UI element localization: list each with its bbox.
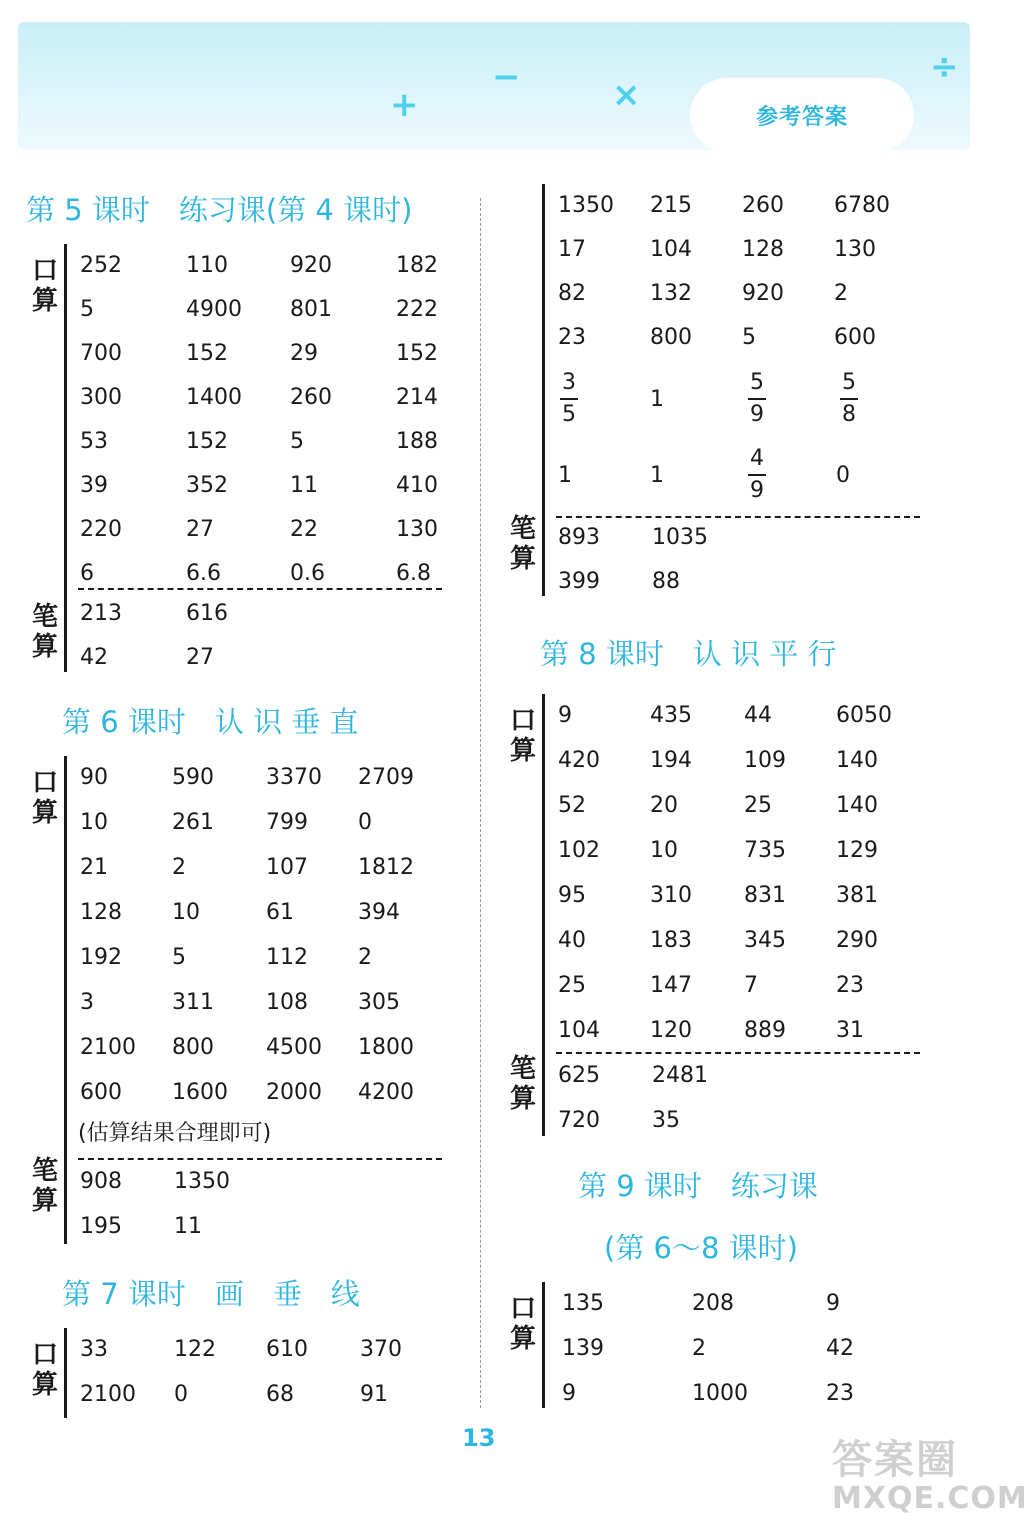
grid-cell: 53 — [80, 429, 108, 454]
grid-cell: 140 — [836, 748, 878, 773]
lesson8-written-label: 笔 算 — [509, 1054, 536, 1114]
grid-cell: 5 — [172, 945, 186, 970]
grid-cell: 195 — [80, 1214, 122, 1239]
grid-cell: 4200 — [358, 1080, 414, 1105]
grid-cell: 2 — [692, 1336, 706, 1361]
grid-cell: 31 — [836, 1018, 864, 1043]
lesson8-vline — [542, 694, 545, 1136]
grid-cell: 735 — [744, 838, 786, 863]
grid-cell: 208 — [692, 1291, 734, 1316]
grid-cell: 27 — [186, 645, 214, 670]
lesson7-cont-block — [506, 184, 926, 596]
grid-cell: 893 — [558, 525, 600, 550]
fraction-3-5 — [560, 370, 578, 428]
lesson5-block — [28, 244, 448, 672]
grid-cell: 394 — [358, 900, 400, 925]
grid-cell: 61 — [266, 900, 294, 925]
grid-cell: 20 — [650, 793, 678, 818]
lesson9-title: 第 9 课时 练习课 — [578, 1169, 818, 1203]
grid-cell: 831 — [744, 883, 786, 908]
grid-cell: 1 — [650, 387, 664, 412]
grid-cell: 435 — [650, 703, 692, 728]
grid-cell: 10 — [172, 900, 200, 925]
grid-cell: 800 — [650, 325, 692, 350]
grid-cell: 920 — [290, 253, 332, 278]
grid-cell: 600 — [80, 1080, 122, 1105]
grid-cell: 152 — [396, 341, 438, 366]
grid-cell: 88 — [652, 569, 680, 594]
grid-cell: 152 — [186, 429, 228, 454]
grid-cell: 420 — [558, 748, 600, 773]
grid-cell: 3370 — [266, 765, 322, 790]
grid-cell: 194 — [650, 748, 692, 773]
grid-cell: 590 — [172, 765, 214, 790]
grid-cell: 152 — [186, 341, 228, 366]
grid-cell: 4900 — [186, 297, 242, 322]
grid-cell: 311 — [172, 990, 214, 1015]
lesson9-vline — [542, 1282, 545, 1408]
lesson9-oral-label: 口 算 — [509, 1294, 536, 1354]
lesson6-written-label: 笔 算 — [31, 1156, 58, 1216]
header-banner — [18, 22, 970, 150]
fraction-bar — [840, 398, 858, 400]
grid-cell: 40 — [558, 928, 586, 953]
grid-cell: 220 — [80, 517, 122, 542]
grid-cell: 920 — [742, 281, 784, 306]
grid-cell: 625 — [558, 1063, 600, 1088]
grid-cell: 616 — [186, 601, 228, 626]
grid-cell: 6.6 — [186, 561, 221, 586]
grid-cell: 25 — [744, 793, 772, 818]
lesson7-vline — [64, 1328, 67, 1418]
grid-cell: 5 — [742, 325, 756, 350]
grid-cell: 908 — [80, 1169, 122, 1194]
grid-cell: 109 — [744, 748, 786, 773]
grid-cell: 801 — [290, 297, 332, 322]
grid-cell: 214 — [396, 385, 438, 410]
grid-cell: 82 — [558, 281, 586, 306]
grid-cell: 108 — [266, 990, 308, 1015]
grid-cell: 192 — [80, 945, 122, 970]
grid-cell: 42 — [80, 645, 108, 670]
grid-cell: 1400 — [186, 385, 242, 410]
fraction-numerator: 4 — [750, 446, 764, 471]
grid-cell: 261 — [172, 810, 214, 835]
grid-cell: 1800 — [358, 1035, 414, 1060]
grid-cell: 345 — [744, 928, 786, 953]
lesson7-cont-vline — [542, 184, 545, 596]
lesson8-block — [506, 694, 926, 1136]
grid-cell: 110 — [186, 253, 228, 278]
grid-cell: 381 — [836, 883, 878, 908]
lesson5-written-label: 笔 算 — [31, 602, 58, 662]
grid-cell: 130 — [834, 237, 876, 262]
grid-cell: 6780 — [834, 193, 890, 218]
grid-cell: 139 — [562, 1336, 604, 1361]
grid-cell: 128 — [742, 237, 784, 262]
grid-cell: 1812 — [358, 855, 414, 880]
grid-cell: 5 — [80, 297, 94, 322]
grid-cell: 2 — [358, 945, 372, 970]
grid-cell: 11 — [174, 1214, 202, 1239]
lesson7-title: 第 7 课时 画 垂 线 — [62, 1277, 360, 1311]
grid-cell: 9 — [826, 1291, 840, 1316]
fraction-denominator: 8 — [842, 402, 856, 427]
grid-cell: 2 — [172, 855, 186, 880]
answer-badge — [690, 78, 914, 152]
grid-cell: 2000 — [266, 1080, 322, 1105]
grid-cell: 39 — [80, 473, 108, 498]
grid-cell: 213 — [80, 601, 122, 626]
grid-cell: 5 — [290, 429, 304, 454]
grid-cell: 1 — [650, 463, 664, 488]
grid-cell: 1600 — [172, 1080, 228, 1105]
grid-cell: 0.6 — [290, 561, 325, 586]
grid-cell: 1350 — [558, 193, 614, 218]
grid-cell: 129 — [836, 838, 878, 863]
watermark-line1: 答案圈 — [832, 1437, 958, 1483]
grid-cell: 799 — [266, 810, 308, 835]
grid-cell: 140 — [836, 793, 878, 818]
fraction-bar — [748, 398, 766, 400]
grid-cell: 0 — [174, 1382, 188, 1407]
minus-icon: − — [492, 57, 521, 97]
grid-cell: 370 — [360, 1337, 402, 1362]
times-icon: × — [612, 75, 641, 115]
grid-cell: 10 — [80, 810, 108, 835]
grid-cell: 720 — [558, 1108, 600, 1133]
grid-cell: 95 — [558, 883, 586, 908]
lesson6-oral-label: 口 算 — [31, 768, 58, 828]
grid-cell: 130 — [396, 517, 438, 542]
grid-cell: 300 — [80, 385, 122, 410]
fraction-denominator: 5 — [562, 402, 576, 427]
grid-cell: 107 — [266, 855, 308, 880]
fraction-numerator: 5 — [750, 370, 764, 395]
grid-cell: 11 — [290, 473, 318, 498]
grid-cell: 44 — [744, 703, 772, 728]
grid-cell: 10 — [650, 838, 678, 863]
grid-cell: 128 — [80, 900, 122, 925]
fraction-bar — [748, 474, 766, 476]
lesson7-oral-label: 口 算 — [31, 1340, 58, 1400]
grid-cell: 290 — [836, 928, 878, 953]
plus-icon: + — [390, 85, 419, 125]
lesson6-dash — [78, 1158, 442, 1160]
grid-cell: 6 — [80, 561, 94, 586]
lesson5-oral-label: 口 算 — [31, 256, 58, 316]
fraction-4-9 — [748, 446, 766, 504]
grid-cell: 0 — [358, 810, 372, 835]
grid-cell: 260 — [290, 385, 332, 410]
watermark — [832, 1437, 1028, 1516]
grid-cell: 600 — [834, 325, 876, 350]
grid-cell: 2100 — [80, 1035, 136, 1060]
answer-badge-text: 参考答案 — [755, 104, 848, 130]
grid-cell: 252 — [80, 253, 122, 278]
grid-cell: 310 — [650, 883, 692, 908]
lesson6-note: (估算结果合理即可) — [78, 1121, 272, 1146]
lesson5-dash — [78, 588, 442, 590]
grid-cell: 42 — [826, 1336, 854, 1361]
grid-cell: 182 — [396, 253, 438, 278]
lesson8-dash — [556, 1052, 920, 1054]
lesson9-subtitle: (第 6～8 课时) — [604, 1231, 798, 1265]
fraction-numerator: 3 — [562, 370, 576, 395]
grid-cell: 2481 — [652, 1063, 708, 1088]
lesson6-title: 第 6 课时 认 识 垂 直 — [62, 705, 359, 739]
grid-cell: 122 — [174, 1337, 216, 1362]
grid-cell: 23 — [826, 1381, 854, 1406]
grid-cell: 800 — [172, 1035, 214, 1060]
lesson5-vline — [64, 244, 67, 672]
grid-cell: 410 — [396, 473, 438, 498]
grid-cell: 1000 — [692, 1381, 748, 1406]
grid-cell: 9 — [562, 1381, 576, 1406]
grid-cell: 305 — [358, 990, 400, 1015]
grid-cell: 132 — [650, 281, 692, 306]
lesson7-cont-dash — [556, 516, 920, 518]
grid-cell: 120 — [650, 1018, 692, 1043]
fraction-denominator: 9 — [750, 402, 764, 427]
grid-cell: 23 — [558, 325, 586, 350]
grid-cell: 90 — [80, 765, 108, 790]
divide-icon: ÷ — [930, 47, 959, 87]
grid-cell: 1035 — [652, 525, 708, 550]
grid-cell: 6.8 — [396, 561, 431, 586]
grid-cell: 889 — [744, 1018, 786, 1043]
grid-cell: 91 — [360, 1382, 388, 1407]
grid-cell: 104 — [558, 1018, 600, 1043]
grid-cell: 260 — [742, 193, 784, 218]
fraction-denominator: 9 — [750, 478, 764, 503]
lesson9-block — [506, 1282, 926, 1408]
grid-cell: 27 — [186, 517, 214, 542]
grid-cell: 135 — [562, 1291, 604, 1316]
grid-cell: 21 — [80, 855, 108, 880]
fraction-5-8 — [840, 370, 858, 428]
grid-cell: 112 — [266, 945, 308, 970]
fraction-5-9 — [748, 370, 766, 428]
lesson7-cont-written-label: 笔 算 — [509, 514, 536, 574]
grid-cell: 1350 — [174, 1169, 230, 1194]
grid-cell: 6050 — [836, 703, 892, 728]
lesson6-block — [28, 756, 448, 1244]
grid-cell: 23 — [836, 973, 864, 998]
grid-cell: 9 — [558, 703, 572, 728]
column-divider — [480, 198, 481, 1408]
lesson8-title: 第 8 课时 认 识 平 行 — [540, 637, 837, 671]
fraction-numerator: 5 — [842, 370, 856, 395]
grid-cell: 2100 — [80, 1382, 136, 1407]
grid-cell: 2 — [834, 281, 848, 306]
grid-cell: 17 — [558, 237, 586, 262]
fraction-bar — [560, 398, 578, 400]
grid-cell: 1 — [558, 463, 572, 488]
grid-cell: 0 — [836, 463, 850, 488]
grid-cell: 35 — [652, 1108, 680, 1133]
grid-cell: 3 — [80, 990, 94, 1015]
grid-cell: 68 — [266, 1382, 294, 1407]
lesson6-vline — [64, 756, 67, 1244]
grid-cell: 183 — [650, 928, 692, 953]
grid-cell: 2709 — [358, 765, 414, 790]
grid-cell: 222 — [396, 297, 438, 322]
grid-cell: 29 — [290, 341, 318, 366]
lesson5-title: 第 5 课时 练习课(第 4 课时) — [26, 193, 413, 227]
grid-cell: 188 — [396, 429, 438, 454]
grid-cell: 104 — [650, 237, 692, 262]
page-number: 13 — [462, 1424, 496, 1452]
grid-cell: 25 — [558, 973, 586, 998]
grid-cell: 52 — [558, 793, 586, 818]
grid-cell: 4500 — [266, 1035, 322, 1060]
grid-cell: 399 — [558, 569, 600, 594]
lesson7-block — [28, 1328, 448, 1418]
grid-cell: 22 — [290, 517, 318, 542]
grid-cell: 700 — [80, 341, 122, 366]
watermark-line2: MXQE.COM — [832, 1481, 1028, 1516]
lesson8-oral-label: 口 算 — [509, 706, 536, 766]
grid-cell: 147 — [650, 973, 692, 998]
grid-cell: 102 — [558, 838, 600, 863]
grid-cell: 352 — [186, 473, 228, 498]
grid-cell: 610 — [266, 1337, 308, 1362]
grid-cell: 33 — [80, 1337, 108, 1362]
grid-cell: 215 — [650, 193, 692, 218]
grid-cell: 7 — [744, 973, 758, 998]
